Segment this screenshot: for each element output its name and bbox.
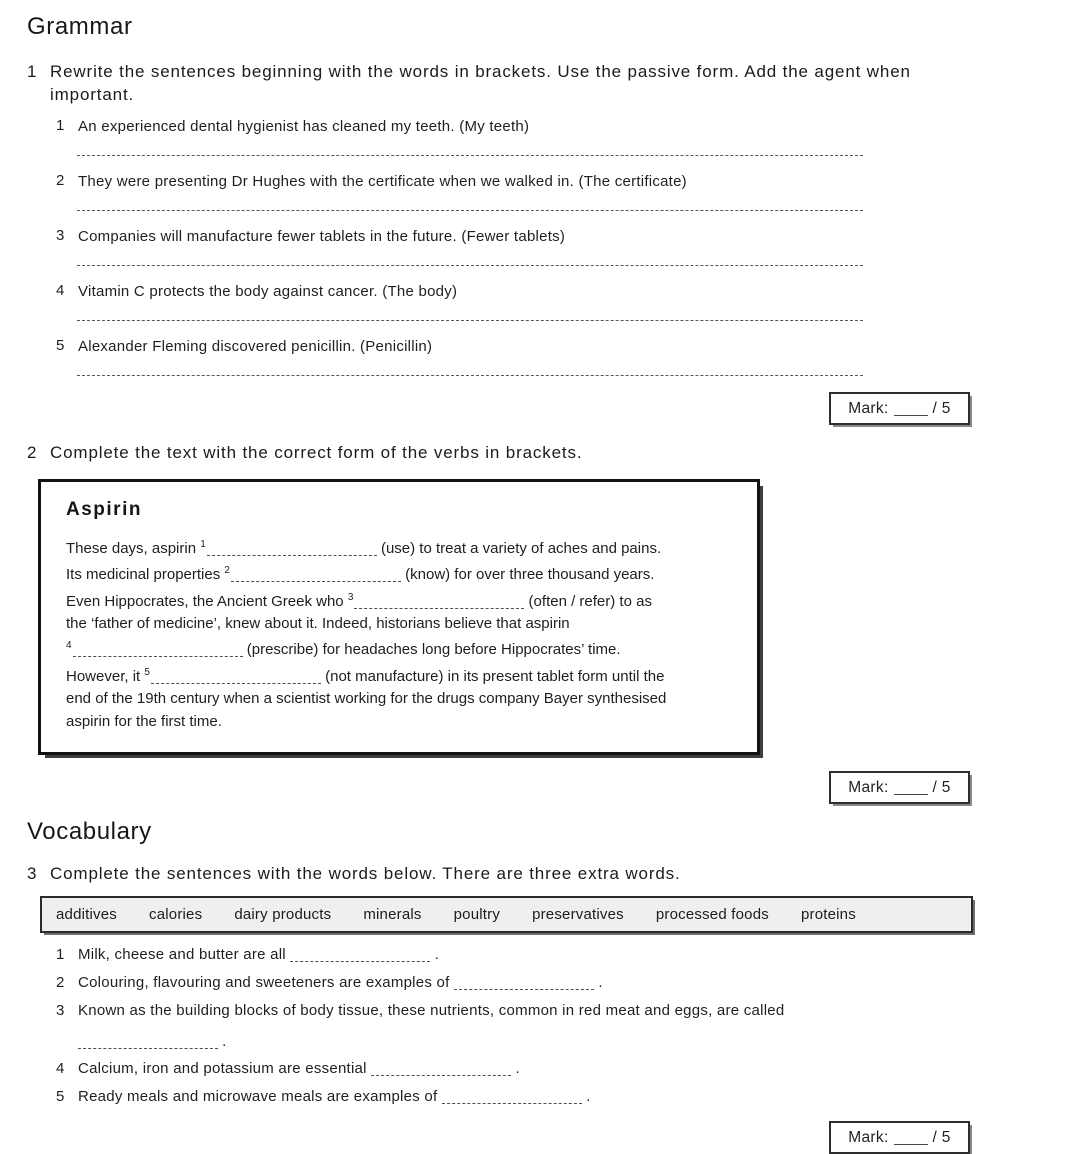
- mark-label: Mark:: [848, 779, 889, 797]
- fill-blank: [73, 642, 243, 657]
- mark-total: / 5: [932, 779, 951, 797]
- exercise1-number: 1: [27, 62, 37, 81]
- gap-number: 5: [144, 666, 150, 678]
- question-text: Milk, cheese and butter are all .: [78, 946, 440, 963]
- fill-blank: [78, 1034, 218, 1049]
- question-text: Companies will manufacture fewer tablets in the future. (Fewer tablets): [78, 227, 566, 245]
- cloze-text: These days, aspirin: [66, 539, 201, 557]
- answer-line: [77, 210, 863, 211]
- cloze-line: [66, 688, 737, 710]
- question-text: Known as the building blocks of body tissue, these nutrients, common in red meat and eggs, are called: [78, 1002, 785, 1019]
- question-number: 3: [56, 1002, 65, 1019]
- question-continuation: .: [78, 1033, 1053, 1050]
- question-number: 5: [56, 1088, 65, 1105]
- answer-line: [77, 375, 863, 376]
- question-item: [56, 337, 1053, 376]
- mark-label: Mark:: [848, 399, 889, 417]
- word-bank-item: calories: [149, 906, 203, 923]
- mark-row: [27, 392, 970, 425]
- cloze-text: the ‘father of medicine’, knew about it. Indeed, historians believe that aspirin: [66, 615, 570, 633]
- mark-box-exercise3: [829, 1121, 970, 1154]
- cloze-text: Its medicinal properties: [66, 566, 225, 584]
- word-bank-item: minerals: [363, 906, 422, 923]
- cloze-text: However, it: [66, 667, 145, 685]
- fill-blank: [290, 947, 430, 962]
- word-bank-item: preservatives: [532, 906, 624, 923]
- question-item: [56, 974, 1053, 992]
- mark-row: [27, 771, 970, 804]
- question-text: Calcium, iron and potassium are essential .: [78, 1060, 520, 1077]
- question-item: [56, 282, 1053, 321]
- answer-line: [77, 155, 863, 156]
- exercise1-header: [27, 61, 1053, 107]
- grammar-heading: Grammar: [27, 13, 133, 40]
- word-bank-item: processed foods: [655, 906, 769, 923]
- question-number: 4: [56, 281, 65, 299]
- cloze-text: (not manufacture) in its present tablet form until the: [320, 667, 665, 685]
- exercise3-number: 3: [27, 864, 37, 884]
- mark-label: Mark:: [848, 1129, 889, 1146]
- word-bank: [40, 896, 973, 933]
- cloze-line: [66, 662, 737, 688]
- mark-total: / 5: [932, 399, 951, 417]
- exercise3-question-list: [27, 946, 1053, 1106]
- question-number: 2: [56, 974, 65, 991]
- fill-blank: [442, 1089, 582, 1104]
- question-text: An experienced dental hygienist has cleaned my teeth. (My teeth): [78, 117, 530, 135]
- exercise2-number: 2: [27, 442, 37, 462]
- mark-score-blank: [894, 400, 928, 416]
- mark-total: / 5: [932, 1129, 951, 1146]
- mark-row: [27, 1121, 970, 1154]
- exercise2-instruction: Complete the text with the correct form of the verbs in brackets.: [50, 442, 583, 462]
- question-text: Vitamin C protects the body against cancer. (The body): [78, 282, 458, 300]
- fill-blank: [207, 541, 377, 556]
- question-text: Ready meals and microwave meals are examples of .: [78, 1088, 591, 1105]
- cloze-line: [66, 560, 737, 586]
- fill-blank: [231, 567, 401, 582]
- fill-blank: [151, 669, 321, 684]
- question-number: 1: [56, 116, 65, 134]
- question-text: Alexander Fleming discovered penicillin. (Penicillin): [78, 337, 433, 355]
- question-number: 4: [56, 1060, 65, 1077]
- question-text: They were presenting Dr Hughes with the certificate when we walked in. (The certificate): [78, 172, 687, 190]
- question-number: 5: [56, 336, 65, 354]
- cloze-line: [66, 711, 737, 733]
- fill-blank: [354, 594, 524, 609]
- gap-number: 1: [200, 538, 206, 550]
- question-item: [56, 1088, 1053, 1106]
- question-item: [56, 227, 1053, 266]
- question-number: 1: [56, 946, 65, 963]
- question-item: [56, 1002, 1053, 1050]
- cloze-text: end of the 19th century when a scientist working for the drugs company Bayer synthesised: [66, 690, 667, 708]
- mark-score-blank: [894, 780, 928, 796]
- vocabulary-heading: Vocabulary: [27, 818, 152, 846]
- question-number: 2: [56, 171, 65, 189]
- cloze-line: [66, 534, 737, 560]
- aspirin-box-title: Aspirin: [66, 498, 142, 520]
- word-bank-item: additives: [56, 906, 118, 923]
- cloze-text: aspirin for the first time.: [66, 712, 222, 730]
- gap-number: 3: [347, 591, 354, 603]
- cloze-line: [66, 635, 737, 661]
- cloze-line: [66, 613, 737, 635]
- question-item: [56, 172, 1053, 211]
- exercise3-instruction: Complete the sentences with the words below. There are three extra words.: [50, 864, 681, 884]
- question-item: [56, 1060, 1053, 1078]
- word-bank-item: proteins: [800, 906, 856, 923]
- exercise3-header: [27, 863, 1053, 886]
- word-bank-item: poultry: [453, 906, 501, 923]
- exercise1-instruction: Rewrite the sentences beginning with the words in brackets. Use the passive form. Add the agent when important.: [50, 62, 911, 104]
- mark-score-blank: [894, 1130, 928, 1146]
- mark-box-exercise2: [829, 771, 970, 804]
- answer-line: [77, 320, 863, 321]
- gap-number: 2: [224, 565, 230, 577]
- cloze-text: (use) to treat a variety of aches and pains.: [376, 539, 662, 557]
- question-text: Colouring, flavouring and sweeteners are examples of .: [78, 974, 603, 991]
- cloze-text: Even Hippocrates, the Ancient Greek who: [66, 592, 348, 610]
- question-number: 3: [56, 226, 65, 244]
- question-item: [56, 117, 1053, 156]
- cloze-text: (often / refer) to as: [524, 592, 652, 610]
- fill-blank: [454, 975, 594, 990]
- cloze-text: (prescribe) for headaches long before Hippocrates’ time.: [242, 641, 621, 659]
- exercise1-question-list: [27, 117, 1053, 376]
- gap-number: 4: [66, 640, 72, 652]
- exercise2-header: [27, 442, 1053, 465]
- answer-line: [77, 265, 863, 266]
- word-bank-item: dairy products: [234, 906, 332, 923]
- aspirin-text-box: [38, 479, 760, 755]
- mark-box-exercise1: [829, 392, 970, 425]
- question-item: [56, 946, 1053, 964]
- cloze-text: (know) for over three thousand years.: [400, 566, 655, 584]
- cloze-line: [66, 587, 737, 613]
- fill-blank: [371, 1061, 511, 1076]
